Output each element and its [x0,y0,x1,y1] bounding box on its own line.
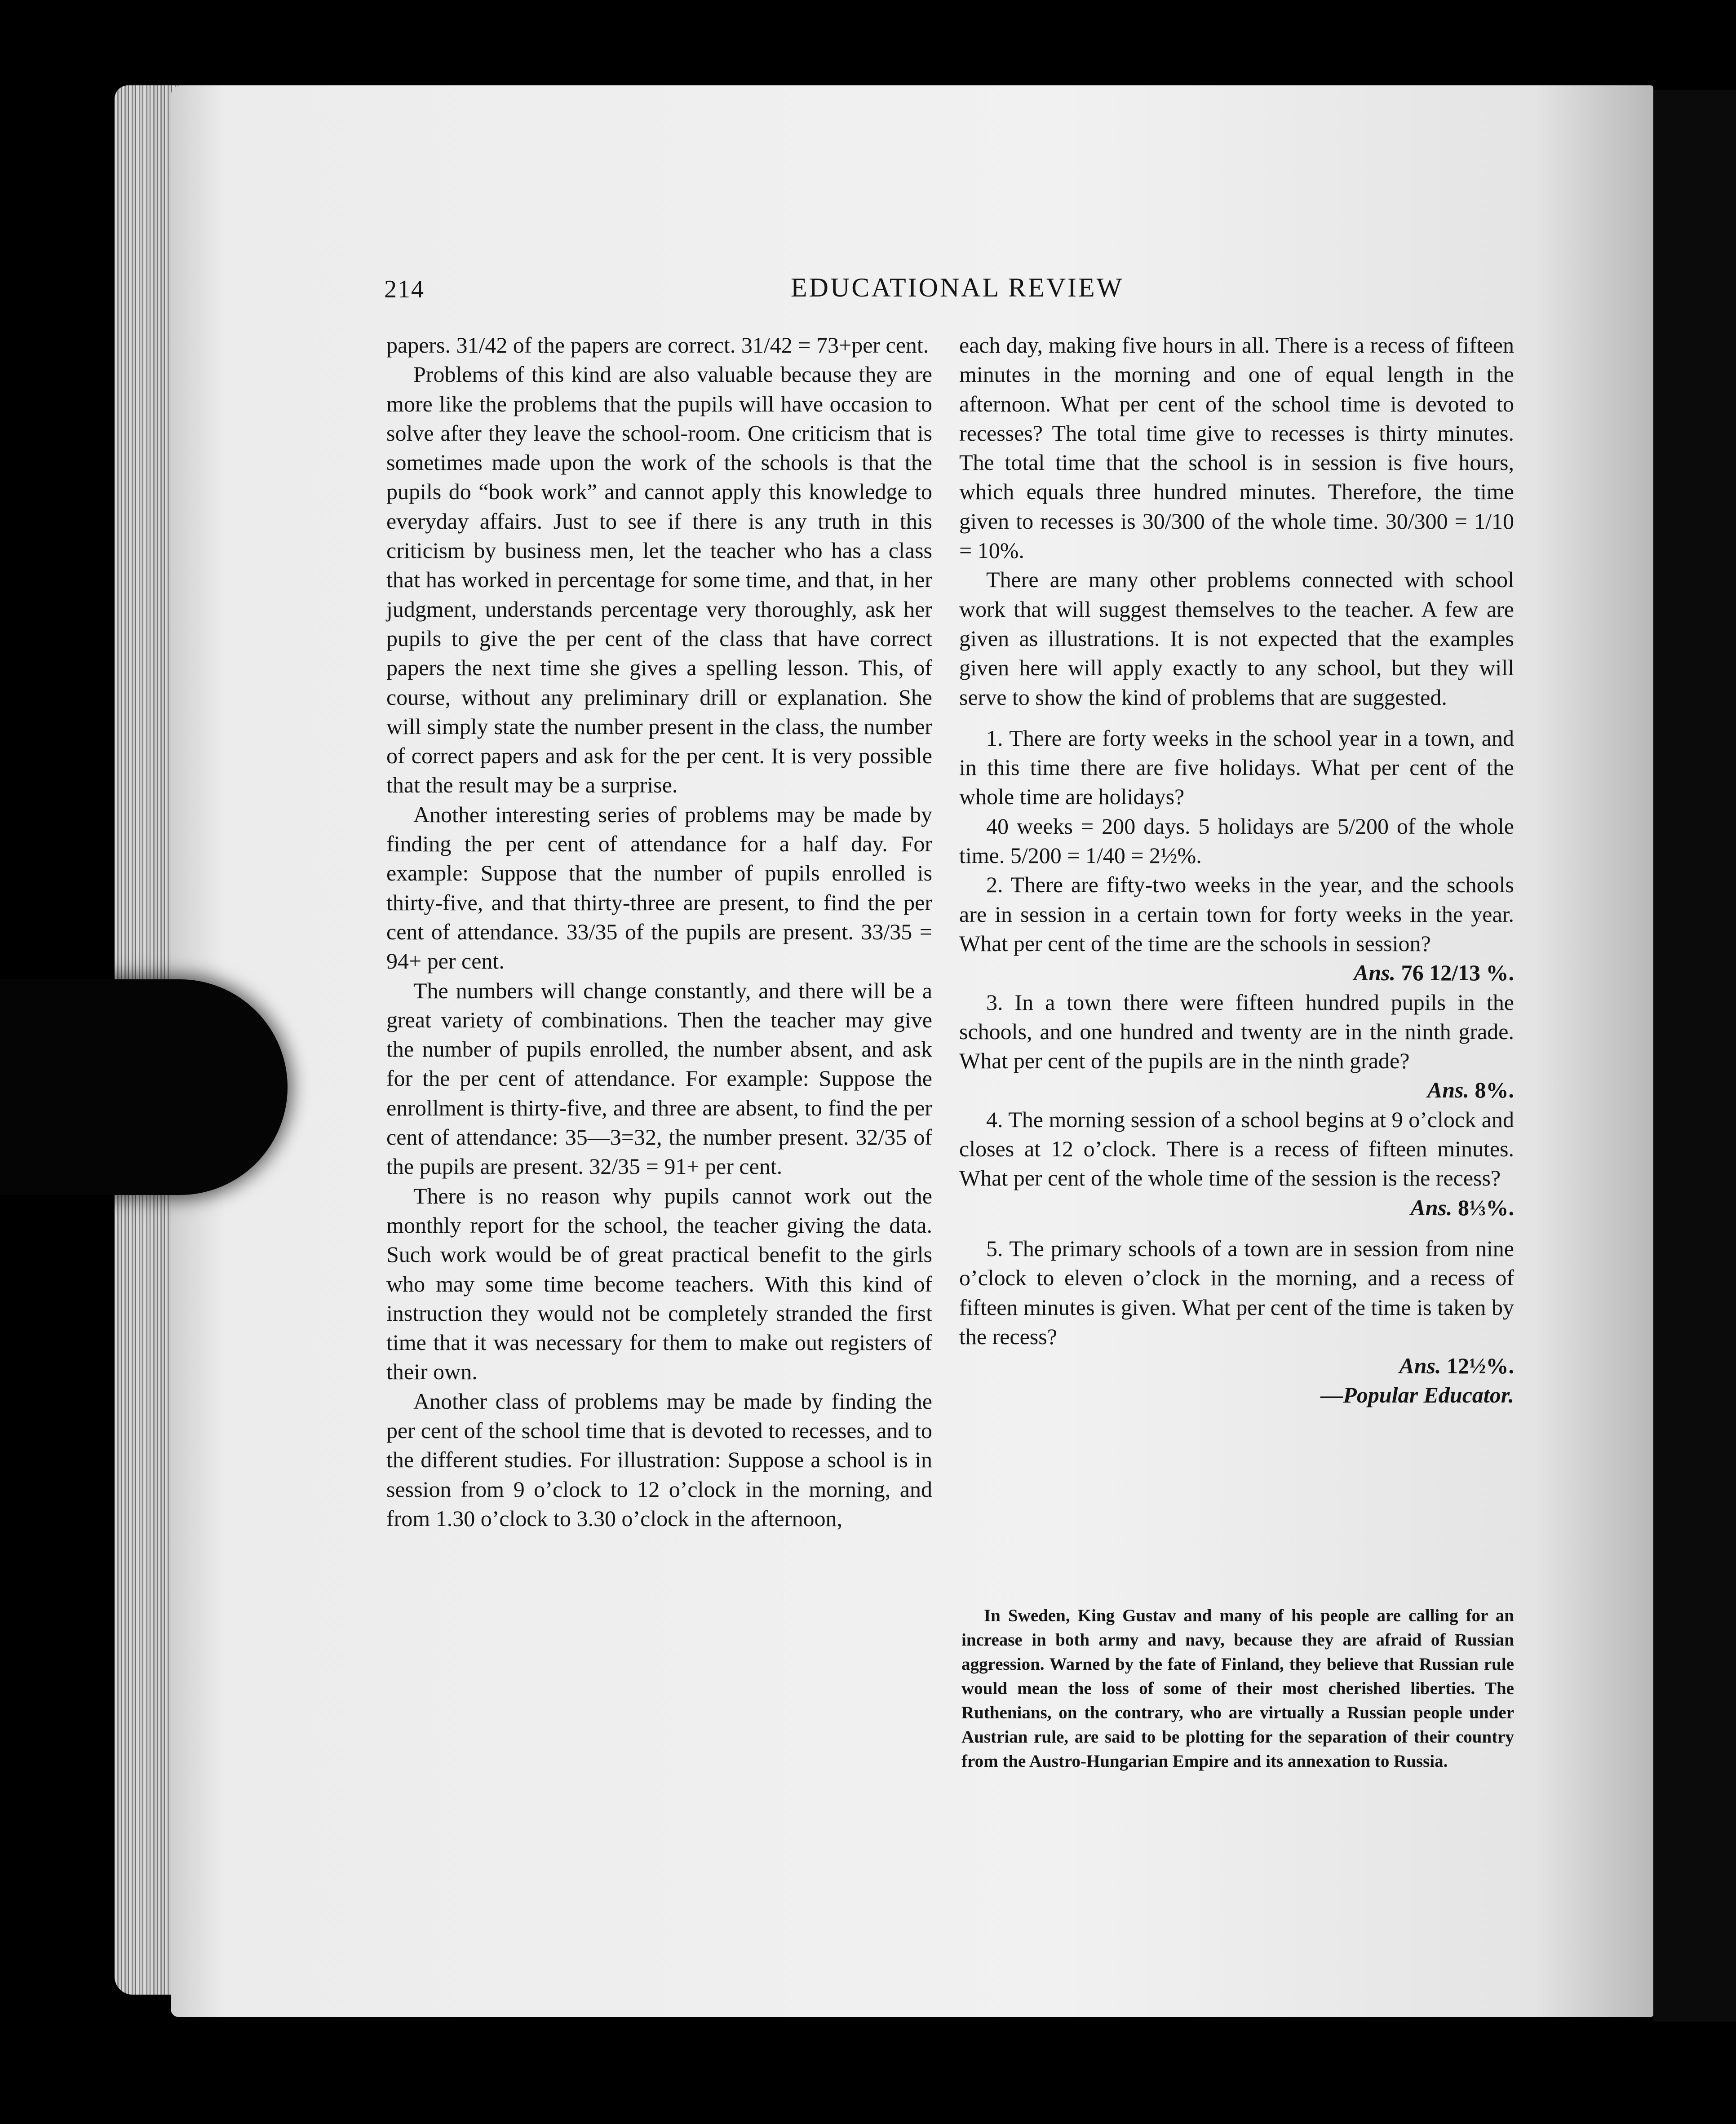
problem-4: 4. The morning session of a school begins at 9 o’clock and closes at 12 o’clock. There is a recess of fifteen minutes. What per cent of the whole time of the session is the recess? [959,1106,1514,1191]
page-number: 214 [384,275,425,303]
source-credit: —Popular Educator. [1320,1382,1514,1408]
paragraph: Problems of this kind are also valuable because they are more like the problems that the pupils will have occasion to solve after they leave the school-room. One criticism that is sometimes made upon the work of the schools is that the pupils do “book work” and cannot apply this knowledge to everyday affairs. Just to see if there is any truth in this criticism by business men, let the teacher who has a class that has worked in percentage for some time, and that, in her judgment, understands percentage very thoroughly, ask her pupils to give the per cent of the class that have correct papers the next time she gives a spelling lesson. This, of course, without any preliminary drill or explanation. She will simply state the number present in the class, the number of correct papers and ask for the per cent. It is very possible that the result may be a surprise. [386,362,932,798]
paragraph: papers. 31/42 of the papers are correct. 31/42 = 73+per cent. [386,332,929,358]
paragraph: There are many other problems connected with school work that will suggest themselves to the teacher. A few are given as illustrations. It is not expected that the examples given here will apply exactly to any school, but they will serve to show the kind of problems that are suggested. [959,567,1514,710]
answer-value: 12½%. [1447,1353,1514,1379]
problem-4-answer [959,1193,1514,1222]
paragraph: Another class of problems may be made by finding the per cent of the school time that is devoted to recesses, and to the different studies. For illustration: Suppose a school is in session from 9 o’clock to 12 o’clock in the morning, and from 1.30 o’clock to 3.30 o’clock in the afternoon, [386,1388,932,1531]
problem-5: 5. The primary schools of a town are in session from nine o’clock to eleven o’clock in the morning, and a recess of fifteen minutes is given. What per cent of the time is taken by the recess? [959,1235,1514,1349]
running-title: EDUCATIONAL REVIEW [791,273,1124,302]
problem-3-answer [959,1075,1514,1105]
problem-2-answer [959,958,1514,987]
answer-label: Ans. [1399,1353,1441,1379]
left-column [386,331,932,1533]
facing-page-shadow [1653,90,1736,2022]
answer-value: 76 12/13 %. [1401,960,1514,986]
paragraph: There is no reason why pupils cannot work out the monthly report for the school, the teacher giving the data. Such work would be of great practical benefit to the girls who may some time become teachers. With this kind of instruction they would not be completely stranded the first time that it was necessary for them to make out registers of their own. [386,1183,932,1385]
answer-value: 8%. [1475,1077,1514,1103]
thumb-shadow [0,979,288,1195]
paragraph: each day, making five hours in all. There is a recess of fifteen minutes in the morning and one of equal length in the afternoon. What per cent of the school time is devoted to recesses? The total time give to recesses is thirty minutes. The total time that the school is in session is five hours, which equals three hundred minutes. Therefore, the time given to recesses is 30/300 of the whole time. 30/300 = 1/10 = 10%. [959,332,1514,563]
news-note-text: In Sweden, King Gustav and many of his people are calling for an increase in both army and navy, because they are afraid of Russian aggression. Warned by the fate of Finland, they believe that Russian rule would mean the loss of some of their most cherished liberties. The Ruthenians, on the contrary, who are virtually a Russian people under Austrian rule, are said to be plotting for the separation of their country from the Austro-Hungarian Empire and its annexation to Russia. [961,1606,1514,1771]
answer-label: Ans. [1410,1195,1453,1220]
paragraph: Another interesting series of problems may be made by finding the per cent of attendance for a half day. For example: Suppose that the number of pupils enrolled is thirty-five, and that thirty-three are present, to find the per cent of attendance. 33/35 of the pupils are present. 33/35 = 94+ per cent. [386,801,932,974]
problem-1: 1. There are forty weeks in the school year in a town, and in this time there are five holidays. What per cent of the whole time are holidays? [959,725,1514,810]
answer-value: 8⅓%. [1458,1195,1514,1220]
right-column [959,331,1514,1410]
answer-label: Ans. [1353,960,1396,986]
paragraph: The numbers will change constantly, and there will be a great variety of combinations. Then the teacher may give the number of pupils enrolled, the number absent, and ask for the per cent of attendance. For example: Suppose the enrollment is thirty-five, and three are absent, to find the per cent of attendance: 35—3=32, the number present. 32/35 of the pupils are present. 32/35 = 91+ per cent. [386,978,932,1179]
problem-2: 2. There are fifty-two weeks in the year, and the schools are in session in a certain town for forty weeks in the year. What per cent of the time are the schools in session? [959,872,1514,956]
problem-3: 3. In a town there were fifteen hundred pupils in the schools, and one hundred and twenty are in the ninth grade. What per cent of the pupils are in the ninth grade? [959,989,1514,1074]
answer-label: Ans. [1427,1077,1469,1103]
problem-1-solution: 40 weeks = 200 days. 5 holidays are 5/200 of the whole time. 5/200 = 1/40 = 2½%. [959,813,1514,868]
news-note [961,1604,1514,1774]
problem-5-answer [959,1351,1514,1381]
